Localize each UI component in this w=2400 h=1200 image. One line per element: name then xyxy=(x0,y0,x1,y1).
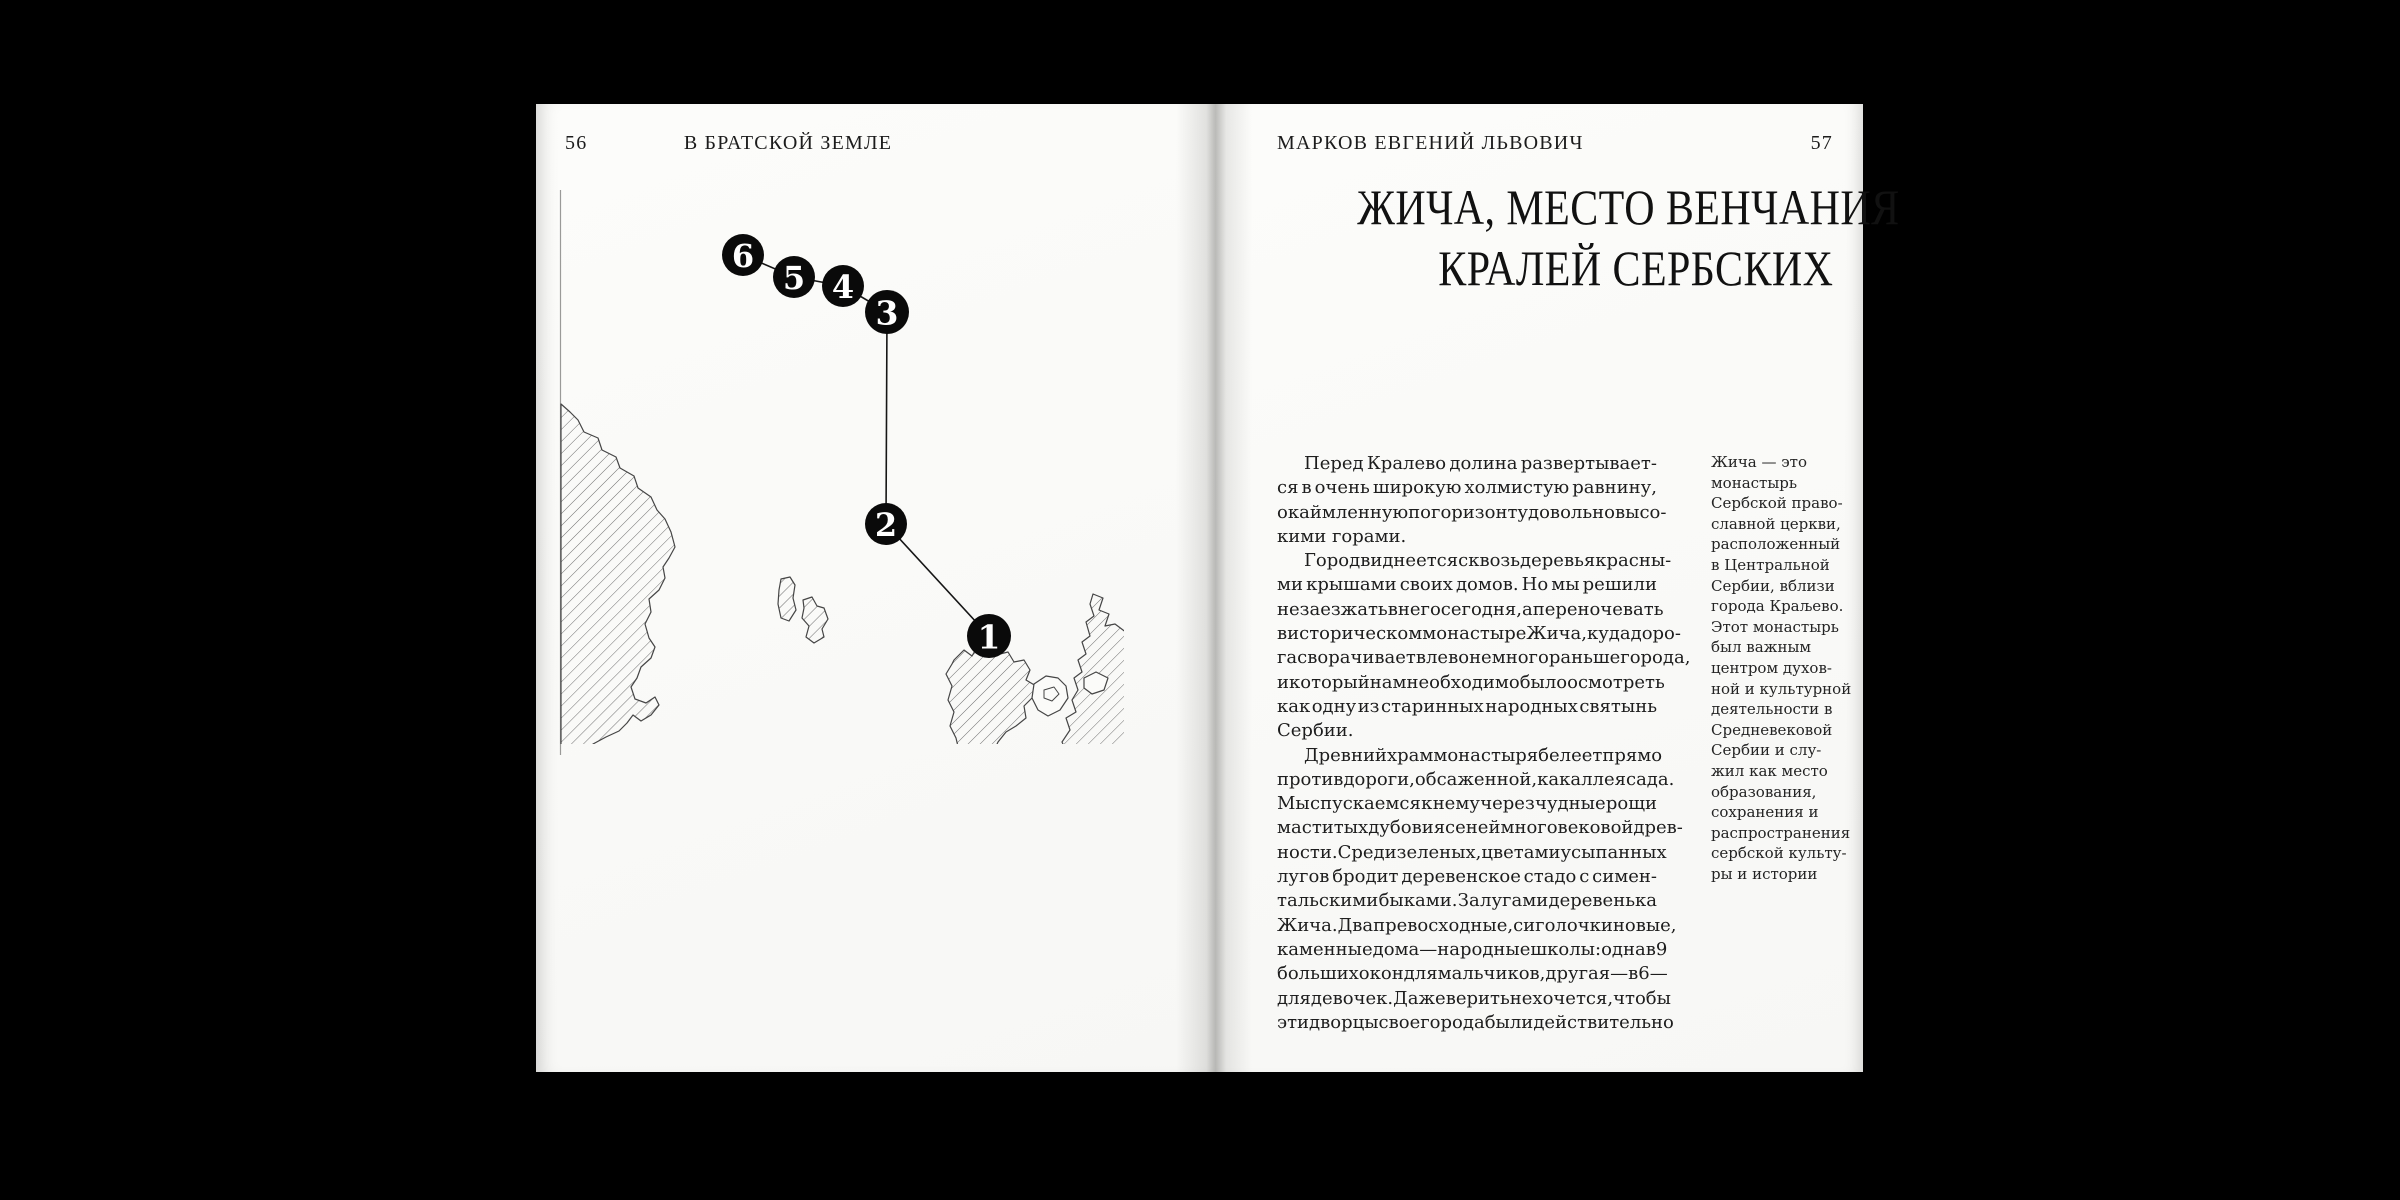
map-marker-label: 2 xyxy=(874,506,898,544)
body-line: ми крышами своих домов. Но мы решили xyxy=(1277,574,1657,596)
body-line: эти дворцы своего рода были действительно xyxy=(1277,1011,1674,1033)
map-island-b xyxy=(802,597,828,643)
body-line: для девочек. Даже верить не хочется, чтобы xyxy=(1277,987,1671,1009)
margin-note-line: в Центральной xyxy=(1711,555,1830,574)
body-line: Жича. Два превосходные, с иголочки новые, xyxy=(1277,914,1677,936)
map-landmass-northwest xyxy=(946,642,1036,755)
body-line: Мы спускаемся к нему через чудные рощи xyxy=(1277,793,1657,815)
margin-note-line: был важным xyxy=(1711,638,1812,657)
margin-note-line: распространения xyxy=(1711,823,1851,842)
margin-note-line: центром духов- xyxy=(1711,658,1832,677)
margin-note-line: сербской культу- xyxy=(1711,844,1847,863)
margin-note-line: расположенный xyxy=(1711,535,1841,554)
margin-note-line: Этот монастырь xyxy=(1711,617,1839,636)
margin-note-line: деятельности в xyxy=(1711,700,1833,719)
margin-note-line: Сербии и слу- xyxy=(1711,741,1822,760)
body-line: маститых дубов и ясеней многовековой древ- xyxy=(1277,817,1683,839)
margin-note-line: славной церкви, xyxy=(1711,514,1841,533)
margin-note-line: ры и истории xyxy=(1711,864,1818,883)
left-page xyxy=(536,104,1214,1072)
body-line: ся в очень широкую холмистую равнину, xyxy=(1277,477,1657,499)
margin-note-line: жил как место xyxy=(1711,761,1828,780)
body-line: кими горами. xyxy=(1277,525,1407,547)
map-coastline-west xyxy=(561,404,675,755)
margin-note-line: Жича — это xyxy=(1711,453,1807,471)
body-line: окаймленную по горизонту довольно высо- xyxy=(1277,501,1667,523)
body-line: ности. Среди зеленых, цветами усыпанных xyxy=(1277,841,1667,863)
page-number: 56 xyxy=(565,132,588,154)
map-marker-label: 1 xyxy=(977,617,1001,657)
body-line: как одну из старинных народных святынь xyxy=(1277,695,1657,717)
margin-note xyxy=(1711,452,1852,884)
margin-note-line: Средневековой xyxy=(1711,720,1833,739)
margin-note-line: образования, xyxy=(1711,782,1817,801)
body-line: лугов бродит деревенское стадо с симен- xyxy=(1277,866,1657,888)
chapter-title-line-1: ЖИЧА, МЕСТО ВЕНЧАНИЯ xyxy=(1357,179,1900,235)
body-line: Перед Кралево долина развертывает- xyxy=(1304,453,1657,474)
margin-note-line: ной и культурной xyxy=(1711,679,1852,698)
body-line: каменные дома — народные школы: одна в 9 xyxy=(1277,938,1668,960)
body-line: Город виднеется сквозь деревья красны- xyxy=(1304,550,1672,572)
running-header: В БРАТСКОЙ ЗЕМЛЕ xyxy=(683,132,893,154)
page-number: 57 xyxy=(1810,132,1833,154)
margin-note-line: сохранения и xyxy=(1711,803,1819,822)
book-spread xyxy=(536,104,1900,1072)
running-header: МАРКОВ ЕВГЕНИЙ ЛЬВОВИЧ xyxy=(1277,132,1584,154)
right-page xyxy=(1214,104,1900,1072)
map-marker-2 xyxy=(865,503,907,545)
body-line: не заезжать в него сегодня, а переночевать xyxy=(1277,598,1664,620)
map-island-a xyxy=(778,577,796,621)
margin-note-line: Сербской право- xyxy=(1711,494,1843,513)
route-map xyxy=(556,170,1130,770)
body-line: в историческом монастыре Жича, куда доро- xyxy=(1277,623,1681,645)
map-marker-4 xyxy=(822,265,864,307)
margin-note-line: Сербии, вблизи xyxy=(1711,576,1835,595)
map-marker-3 xyxy=(865,290,909,334)
body-line: и который нам необходимо было осмотреть xyxy=(1277,671,1665,693)
chapter-title-line-2: КРАЛЕЙ СЕРБСКИХ xyxy=(1437,240,1833,296)
body-line: тальскими быками. За лугами деревенька xyxy=(1277,890,1657,912)
chapter-title xyxy=(1254,179,1900,302)
body-line: больших окон для мальчиков, другая — в 6 — xyxy=(1277,963,1668,985)
map-marker-label: 3 xyxy=(875,293,899,333)
body-column xyxy=(1277,452,1691,1035)
margin-note-line: города Краљево. xyxy=(1711,597,1844,616)
map-marker-5 xyxy=(773,256,815,298)
body-line: га сворачивает влево немного раньше города, xyxy=(1277,647,1691,669)
body-line: Древний храм монастыря белеет прямо xyxy=(1304,744,1663,766)
body-line: Сербии. xyxy=(1277,720,1354,742)
map-marker-label: 5 xyxy=(782,259,806,297)
map-marker-1 xyxy=(967,614,1011,658)
map-marker-6 xyxy=(722,234,764,276)
map-marker-label: 4 xyxy=(831,268,855,306)
margin-note-line: монастырь xyxy=(1711,473,1798,492)
body-line: против дороги, обсаженной, как аллея сада. xyxy=(1277,768,1675,790)
map-marker-label: 6 xyxy=(731,237,755,275)
